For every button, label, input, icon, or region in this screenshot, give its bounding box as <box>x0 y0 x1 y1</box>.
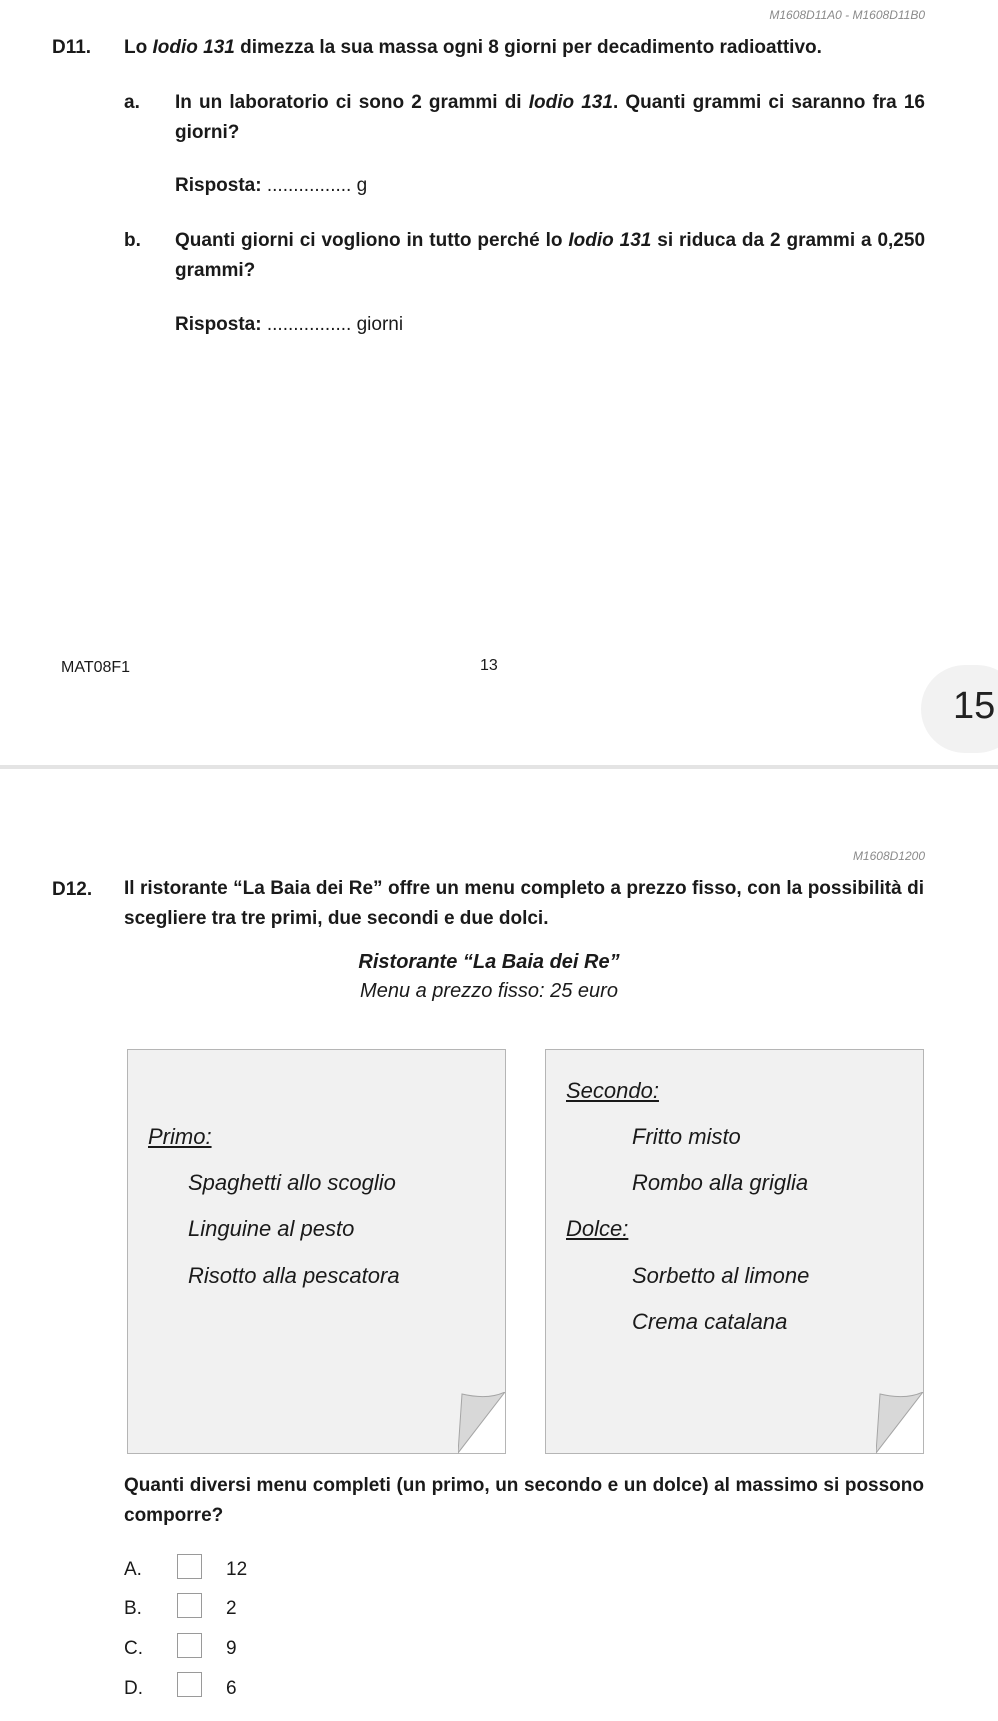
option-letter: A. <box>124 1559 142 1580</box>
page-indicator-badge <box>921 665 998 753</box>
menu-card-secondo-dolce <box>545 1049 924 1454</box>
item-code: M1608D1200 <box>852 849 925 863</box>
menu-heading-primo: Primo: <box>148 1124 212 1149</box>
item-codes: M1608D11A0 - M1608D11B0 <box>769 8 925 22</box>
menu-card-primo <box>127 1049 506 1454</box>
option-letter: C. <box>124 1638 143 1659</box>
option-checkbox[interactable] <box>177 1672 202 1697</box>
page-curl-icon <box>458 1392 506 1454</box>
menu-subtitle: Menu a prezzo fisso: 25 euro <box>360 980 618 1002</box>
question-prompt: Quanti diversi menu completi (un primo, un secondo e un dolce) al massimo si possono comporre? <box>124 1475 924 1526</box>
option-letter: D. <box>124 1678 143 1699</box>
menu-item: Spaghetti allo scoglio <box>188 1170 396 1195</box>
footer-booklet-code: MAT08F1 <box>61 659 131 676</box>
question-number: D11. <box>52 37 92 58</box>
menu-item: Linguine al pesto <box>188 1216 355 1241</box>
menu-item: Crema catalana <box>632 1309 788 1334</box>
page-curl-icon <box>876 1392 924 1454</box>
option-letter: B. <box>124 1598 142 1619</box>
option-value: 6 <box>226 1678 237 1699</box>
page-separator <box>0 765 998 769</box>
menu-item: Risotto alla pescatora <box>188 1263 400 1288</box>
part-b-label: b. <box>124 230 141 251</box>
part-b-answer[interactable]: Risposta: ................ giorni <box>175 314 404 335</box>
menu-heading-secondo: Secondo: <box>566 1078 659 1103</box>
option-checkbox[interactable] <box>177 1593 202 1618</box>
question-number: D12. <box>52 879 93 900</box>
footer-page-number: 13 <box>480 657 498 674</box>
part-a-label: a. <box>124 92 140 113</box>
menu-item: Sorbetto al limone <box>632 1263 810 1288</box>
menu-title: Ristorante “La Baia dei Re” <box>358 951 620 973</box>
option-checkbox[interactable] <box>177 1554 202 1579</box>
menu-item: Fritto misto <box>632 1124 741 1149</box>
page-indicator-number: 15 <box>953 685 996 727</box>
part-a-text: In un laboratorio ci sono 2 grammi di Iodio 131. Quanti grammi ci saranno fra 16 giorni? <box>175 92 925 143</box>
menu-item: Rombo alla griglia <box>632 1170 809 1195</box>
part-a-answer[interactable]: Risposta: ................ g <box>175 175 368 196</box>
option-value: 9 <box>226 1638 237 1659</box>
option-checkbox[interactable] <box>177 1633 202 1658</box>
question-text: Lo Iodio 131 dimezza la sua massa ogni 8 giorni per decadimento radioattivo. <box>124 37 822 58</box>
part-b-text: Quanti giorni ci vogliono in tutto perché lo Iodio 131 si riduca da 2 grammi a 0,250 grammi? <box>175 230 926 281</box>
option-value: 12 <box>226 1559 248 1580</box>
option-value: 2 <box>226 1598 237 1619</box>
menu-heading-dolce: Dolce: <box>566 1216 629 1241</box>
question-text: Il ristorante “La Baia dei Re” offre un menu completo a prezzo fisso, con la possibilità di scegliere tra tre primi, due secondi e due dolci. <box>124 878 924 929</box>
